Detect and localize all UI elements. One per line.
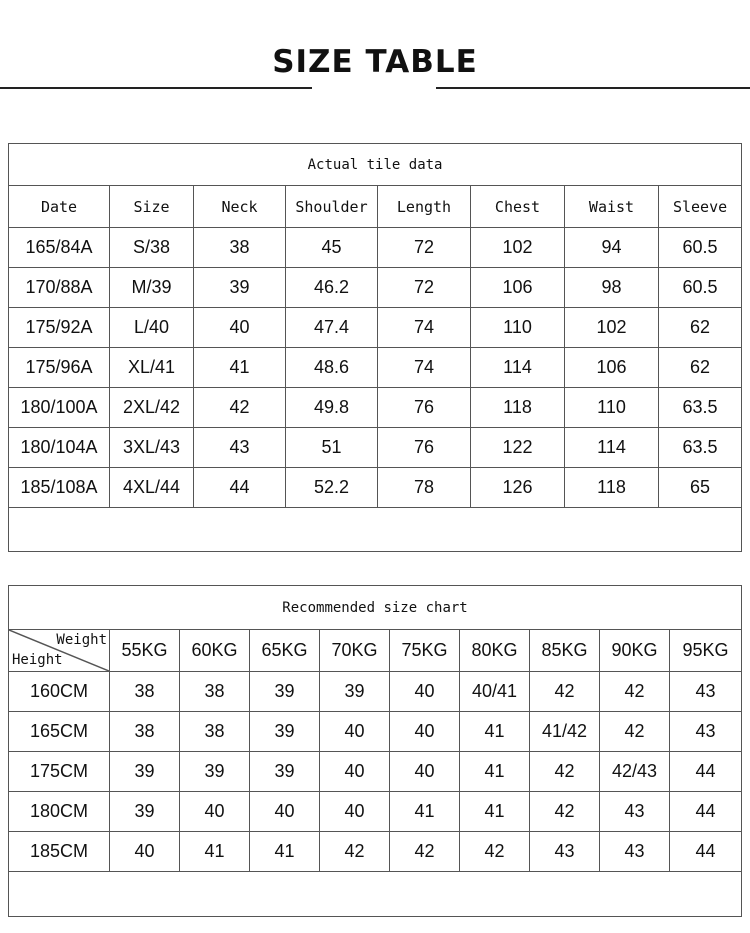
table-cell: 39 (194, 268, 286, 308)
recommended-size-header-row (9, 630, 742, 672)
table-row (9, 672, 742, 712)
table-cell: 38 (180, 672, 250, 712)
table-cell: 43 (670, 672, 742, 712)
column-header: Chest (471, 186, 565, 228)
table-cell: 46.2 (286, 268, 378, 308)
table-cell: 118 (565, 468, 659, 508)
table-cell: 51 (286, 428, 378, 468)
table-cell: 165/84A (9, 228, 110, 268)
table-cell: 62 (659, 348, 742, 388)
weight-column-header: 65KG (250, 630, 320, 672)
recommended-size-table (8, 585, 742, 917)
table-cell: 126 (471, 468, 565, 508)
table-cell: 102 (565, 308, 659, 348)
table-cell: 43 (530, 832, 600, 872)
column-header: Waist (565, 186, 659, 228)
table-row (9, 308, 742, 348)
table-cell: 41 (194, 348, 286, 388)
table-cell: 52.2 (286, 468, 378, 508)
table-cell: 40 (194, 308, 286, 348)
table-cell: 38 (110, 712, 180, 752)
table-cell: 42 (320, 832, 390, 872)
corner-weight-label: Weight (56, 632, 107, 648)
column-header: Neck (194, 186, 286, 228)
table-cell: 44 (194, 468, 286, 508)
table-cell: 40/41 (460, 672, 530, 712)
table-cell: 41 (250, 832, 320, 872)
table-row (9, 268, 742, 308)
table-cell: 40 (390, 752, 460, 792)
table-cell: 41 (460, 752, 530, 792)
table-cell: 94 (565, 228, 659, 268)
table-cell: 42 (600, 712, 670, 752)
table-cell: 38 (110, 672, 180, 712)
table-cell: 41 (460, 792, 530, 832)
weight-column-header: 55KG (110, 630, 180, 672)
table-cell: 42 (530, 752, 600, 792)
column-header: Length (378, 186, 471, 228)
recommended-size-caption: Recommended size chart (9, 586, 742, 630)
column-header: Size (110, 186, 194, 228)
table-cell: 40 (390, 672, 460, 712)
table-cell: 110 (471, 308, 565, 348)
table-cell: 78 (378, 468, 471, 508)
table-cell: 48.6 (286, 348, 378, 388)
table-cell: 4XL/44 (110, 468, 194, 508)
table-cell: 40 (320, 752, 390, 792)
table-cell: 122 (471, 428, 565, 468)
table-cell: 65 (659, 468, 742, 508)
table-cell: 49.8 (286, 388, 378, 428)
table-cell: 180/104A (9, 428, 110, 468)
table-cell: 60.5 (659, 228, 742, 268)
table-row (9, 752, 742, 792)
table-cell: 40 (180, 792, 250, 832)
table-cell: 170/88A (9, 268, 110, 308)
height-row-header: 185CM (9, 832, 110, 872)
title-area (0, 0, 750, 110)
table-cell: 39 (110, 792, 180, 832)
table-row (9, 228, 742, 268)
table-cell: 47.4 (286, 308, 378, 348)
height-row-header: 165CM (9, 712, 110, 752)
table-cell: 39 (250, 712, 320, 752)
table-cell: 76 (378, 428, 471, 468)
column-header: Shoulder (286, 186, 378, 228)
table-cell: XL/41 (110, 348, 194, 388)
table-row (9, 388, 742, 428)
table-cell: 3XL/43 (110, 428, 194, 468)
blank-row (9, 508, 742, 552)
table-cell: 175/96A (9, 348, 110, 388)
table-row (9, 832, 742, 872)
table-cell: 2XL/42 (110, 388, 194, 428)
table-cell: 60.5 (659, 268, 742, 308)
table-cell: 43 (670, 712, 742, 752)
blank-cell (9, 508, 742, 552)
weight-column-header: 90KG (600, 630, 670, 672)
table-cell: 42 (390, 832, 460, 872)
table-cell: 43 (600, 832, 670, 872)
table-cell: 114 (565, 428, 659, 468)
weight-column-header: 85KG (530, 630, 600, 672)
table-cell: 43 (194, 428, 286, 468)
table-cell: 114 (471, 348, 565, 388)
table-cell: L/40 (110, 308, 194, 348)
blank-row (9, 872, 742, 917)
height-row-header: 180CM (9, 792, 110, 832)
table-cell: 102 (471, 228, 565, 268)
column-header: Sleeve (659, 186, 742, 228)
table-cell: 180/100A (9, 388, 110, 428)
table-cell: 41 (390, 792, 460, 832)
table-cell: 98 (565, 268, 659, 308)
actual-size-header-row (9, 186, 742, 228)
actual-size-caption: Actual tile data (9, 144, 742, 186)
table-row (9, 712, 742, 752)
weight-column-header: 95KG (670, 630, 742, 672)
table-cell: 44 (670, 832, 742, 872)
height-row-header: 175CM (9, 752, 110, 792)
table-cell: 40 (110, 832, 180, 872)
table-cell: 63.5 (659, 428, 742, 468)
table-cell: M/39 (110, 268, 194, 308)
table-cell: 39 (110, 752, 180, 792)
table-cell: 74 (378, 308, 471, 348)
actual-size-table (8, 143, 742, 552)
table-cell: 41 (180, 832, 250, 872)
table-cell: 62 (659, 308, 742, 348)
table-cell: 38 (180, 712, 250, 752)
table-cell: 40 (250, 792, 320, 832)
title-rule-left (0, 87, 312, 89)
table-cell: 42/43 (600, 752, 670, 792)
table-cell: S/38 (110, 228, 194, 268)
table-cell: 38 (194, 228, 286, 268)
title-rule-right (436, 87, 750, 89)
table-cell: 74 (378, 348, 471, 388)
table-cell: 42 (530, 672, 600, 712)
table-cell: 41/42 (530, 712, 600, 752)
table-cell: 72 (378, 268, 471, 308)
table-cell: 185/108A (9, 468, 110, 508)
table-cell: 45 (286, 228, 378, 268)
weight-column-header: 70KG (320, 630, 390, 672)
table-cell: 110 (565, 388, 659, 428)
table-cell: 42 (194, 388, 286, 428)
table-row (9, 468, 742, 508)
table-cell: 39 (250, 672, 320, 712)
weight-column-header: 75KG (390, 630, 460, 672)
table-cell: 106 (565, 348, 659, 388)
table-row (9, 428, 742, 468)
table-cell: 39 (250, 752, 320, 792)
blank-cell (9, 872, 742, 917)
table-cell: 39 (320, 672, 390, 712)
column-header: Date (9, 186, 110, 228)
table-cell: 72 (378, 228, 471, 268)
table-cell: 39 (180, 752, 250, 792)
height-row-header: 160CM (9, 672, 110, 712)
table-cell: 118 (471, 388, 565, 428)
table-cell: 41 (460, 712, 530, 752)
table-row (9, 792, 742, 832)
table-cell: 44 (670, 752, 742, 792)
table-cell: 40 (390, 712, 460, 752)
table-row (9, 348, 742, 388)
corner-height-label: Height (12, 652, 63, 668)
table-cell: 42 (530, 792, 600, 832)
table-cell: 40 (320, 712, 390, 752)
table-cell: 44 (670, 792, 742, 832)
table-cell: 42 (600, 672, 670, 712)
table-cell: 63.5 (659, 388, 742, 428)
table-cell: 40 (320, 792, 390, 832)
page-title: SIZE TABLE (272, 44, 478, 80)
weight-column-header: 80KG (460, 630, 530, 672)
table-cell: 76 (378, 388, 471, 428)
table-cell: 42 (460, 832, 530, 872)
table-cell: 43 (600, 792, 670, 832)
table-cell: 106 (471, 268, 565, 308)
table-cell: 175/92A (9, 308, 110, 348)
weight-column-header: 60KG (180, 630, 250, 672)
weight-height-corner-cell (9, 630, 110, 672)
